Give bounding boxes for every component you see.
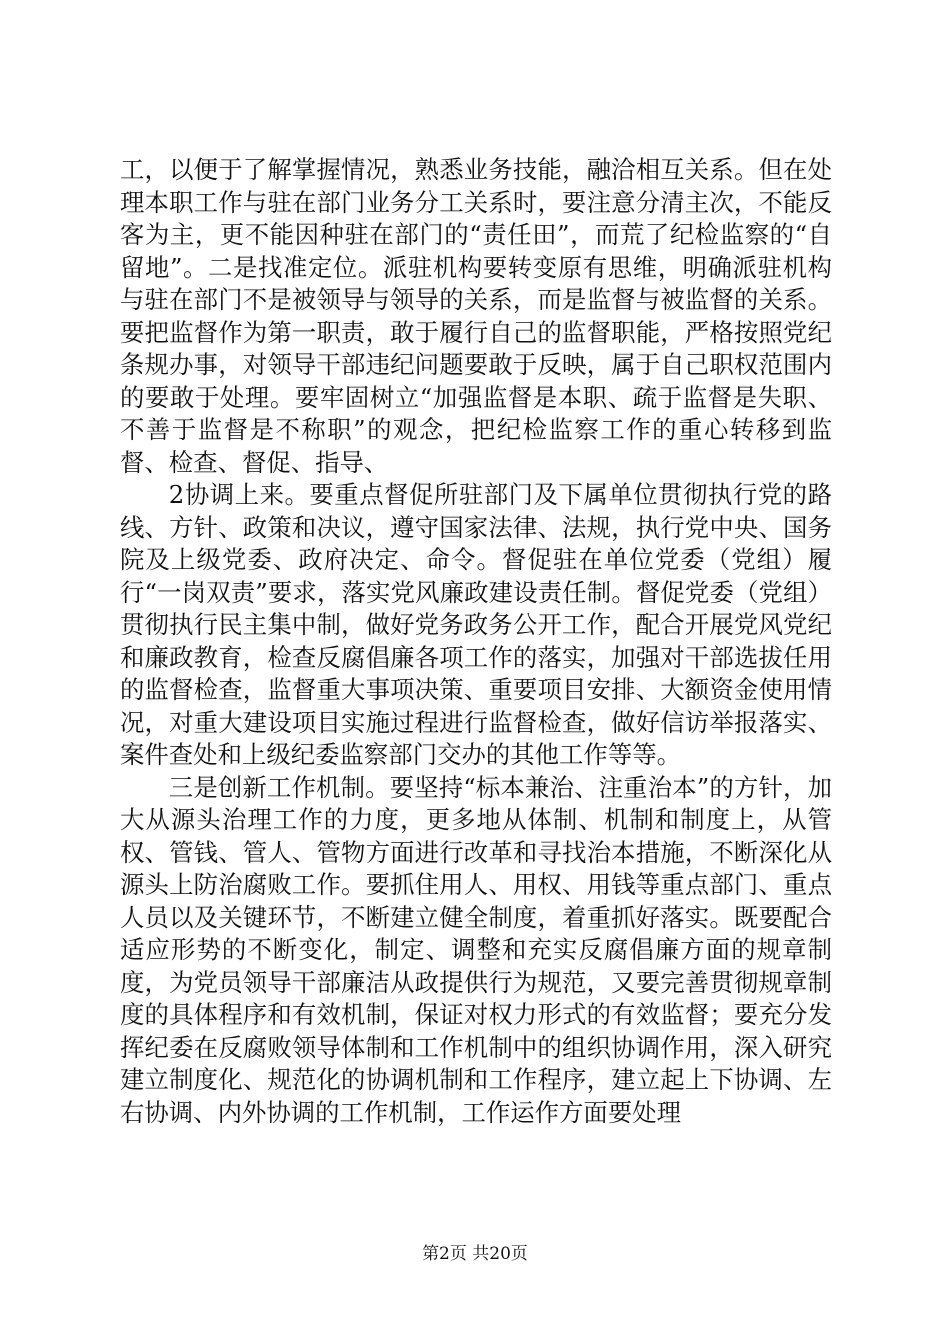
document-body (120, 154, 832, 1129)
page-number-indicator: 第2页 共20页 (422, 1244, 528, 1264)
paragraph-coordination: 2协调上来。要重点督促所驻部门及下属单位贯彻执行党的路线、方针、政策和决议，遵守国家法律、法规，执行党中央、国务院及上级党委、政府决定、命令。督促驻在单位党委（党组）履行“一岗双责”要求，落实党风廉政建设责任制。督促党委（党组）贯彻执行民主集中制，做好党务政务公开工作，配合开展党风党纪和廉政教育，检查反腐倡廉各项工作的落实，加强对干部选拔任用的监督检查，监督重大事项决策、重要项目安排、大额资金使用情况，对重大建设项目实施过程进行监督检查，做好信访举报落实、案件查处和上级纪委监察部门交办的其他工作等等。 (120, 480, 832, 769)
paragraph-continuation: 工，以便于了解掌握情况，熟悉业务技能，融洽相互关系。但在处理本职工作与驻在部门业务分工关系时，要注意分清主次，不能反客为主，更不能因种驻在部门的“责任田”，而荒了纪检监察的“自留地”。二是找准定位。派驻机构要转变原有思维，明确派驻机构与驻在部门不是被领导与领导的关系，而是监督与被监督的关系。要把监督作为第一职责，敢于履行自己的监督职能，严格按照党纪条规办事，对领导干部违纪问题要敢于反映，属于自己职权范围内的要敢于处理。要牢固树立“加强监督是本职、疏于监督是失职、不善于监督是不称职”的观念，把纪检监察工作的重心转移到监督、检查、督促、指导、 (120, 155, 832, 477)
paragraph-innovation: 三是创新工作机制。要坚持“标本兼治、注重治本”的方针，加大从源头治理工作的力度，更多地从体制、机制和制度上，从管权、管钱、管人、管物方面进行改革和寻找治本措施，不断深化从源头上防治腐败工作。要抓住用人、用权、用钱等重点部门、重点人员以及关键环节，不断建立健全制度，着重抓好落实。既要配合适应形势的不断变化，制定、调整和充实反腐倡廉方面的规章制度，为党员领导干部廉洁从政提供行为规范，又要完善贯彻规章制度的具体程序和有效机制，保证对权力形式的有效监督；要充分发挥纪委在反腐败领导体制和工作机制中的组织协调作用，深入研究建立制度化、规范化的协调机制和工作程序，建立起上下协调、左右协调、内外协调的工作机制，工作运作方面要处理 (120, 772, 832, 1127)
page-footer (0, 1243, 950, 1265)
